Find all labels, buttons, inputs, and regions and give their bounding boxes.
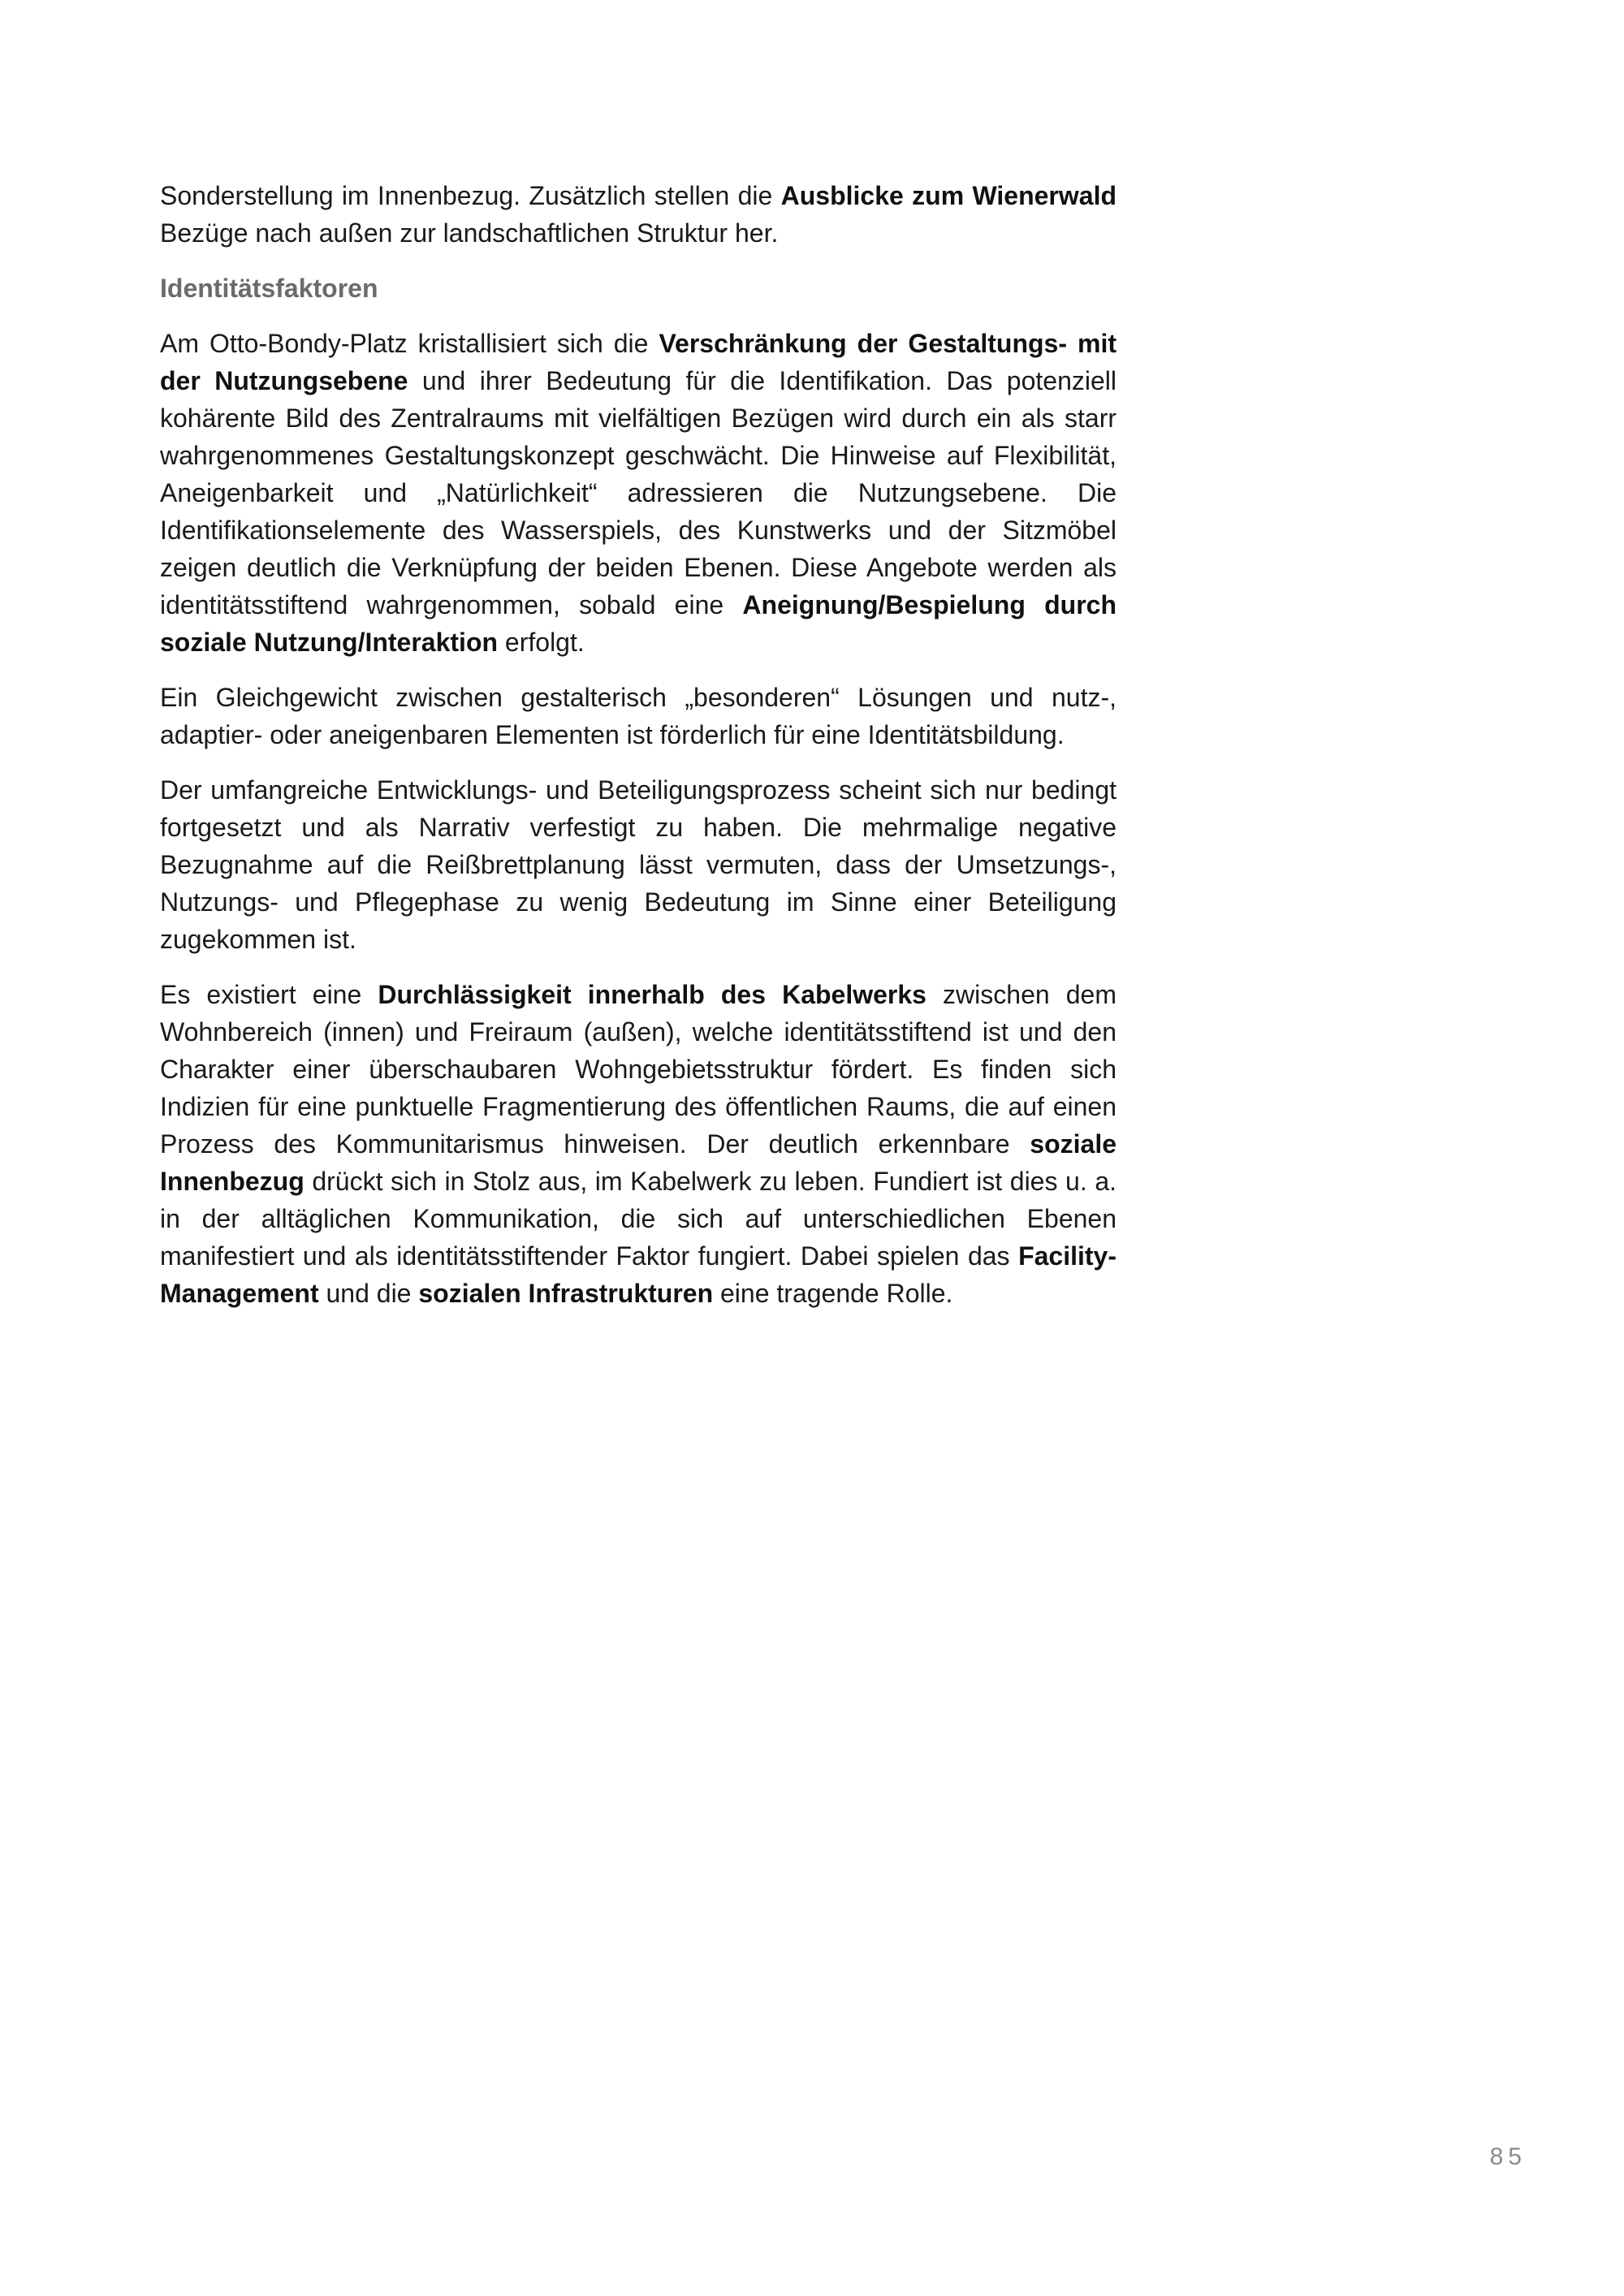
bold-text: soziale Innenbezug bbox=[160, 1129, 1116, 1196]
text-run: eine tragende Rolle. bbox=[713, 1279, 953, 1308]
text-run: erfolgt. bbox=[498, 628, 585, 657]
bold-text: Aneignung/Bespielung durch soziale Nutzung/Interaktion bbox=[160, 590, 1117, 657]
text-run: und die bbox=[318, 1279, 419, 1308]
text-run: und ihrer Bedeutung für die Identifikation. Das potenziell kohärente Bild des Zentralraums mit vielfältigen Bezügen wird durch ein als starr wahrgenommenes Gestaltungskonzept geschwächt. Die Hinweise auf Flexibilität, Aneigenbarkeit und „Natürlichkeit“ adressieren die Nutzungsebene. Die Identifikationselemente des Wasserspiels, des Kunstwerks und der Sitzmöbel zeigen deutlich die Verknüpfung der beiden Ebenen. Diese Angebote werden als identitätsstiftend wahrgenommen, sobald eine bbox=[160, 366, 1117, 619]
paragraph-otto-bondy-platz bbox=[160, 325, 1116, 661]
bold-text: Facility-Management bbox=[160, 1241, 1116, 1308]
section-heading-identitaetsfaktoren: Identitätsfaktoren bbox=[160, 274, 378, 303]
text-run: Ein Gleichgewicht zwischen gestalterisch „besonderen“ Lösungen und nutz-, adaptier- oder aneigenbaren Elementen ist förderlich für eine Identitätsbildung. bbox=[160, 683, 1116, 749]
bold-text: Ausblicke zum Wienerwald bbox=[780, 181, 1117, 210]
text-run: drückt sich in Stolz aus, im Kabelwerk zu leben. Fundiert ist dies u. a. in der alltäglichen Kommunikation, die sich auf unterschiedlichen Ebenen manifestiert und als identitätsstiftender Faktor fungiert. Dabei spielen das bbox=[160, 1167, 1116, 1271]
page-content bbox=[160, 177, 1116, 1330]
bold-text: Verschränkung der Gestaltungs- mit der Nutzungsebene bbox=[160, 329, 1117, 395]
page-number: 85 bbox=[1489, 2143, 1527, 2170]
text-run: Sonderstellung im Innenbezug. Zusätzlich stellen die bbox=[160, 181, 781, 210]
bold-text: Durchlässigkeit innerhalb des Kabelwerks bbox=[378, 980, 926, 1009]
paragraph-ausblicke bbox=[160, 177, 1116, 252]
paragraph-durchlaessigkeit bbox=[160, 976, 1116, 1312]
text-run: Der umfangreiche Entwicklungs- und Beteiligungsprozess scheint sich nur bedingt fortgesetzt und als Narrativ verfestigt zu haben. Die mehrmalige negative Bezugnahme auf die Reißbrettplanung lässt vermuten, dass der Umsetzungs-, Nutzungs- und Pflegephase zu wenig Bedeutung im Sinne einer Beteiligung zugekommen ist. bbox=[160, 775, 1116, 954]
paragraph-gleichgewicht bbox=[160, 679, 1116, 753]
text-run: Am Otto-Bondy-Platz kristallisiert sich die bbox=[160, 329, 659, 358]
text-run: zwischen dem Wohnbereich (innen) und Freiraum (außen), welche identitätsstiftend ist und den Charakter einer überschaubaren Wohngebietsstruktur fördert. Es finden sich Indizien für eine punktuelle Fragmentierung des öffentlichen Raums, die auf einen Prozess des Kommunitarismus hinweisen. Der deutlich erkennbare bbox=[160, 980, 1117, 1159]
paragraph-beteiligungsprozess bbox=[160, 771, 1116, 958]
bold-text: sozialen Infrastrukturen bbox=[418, 1279, 714, 1308]
text-run: Es existiert eine bbox=[160, 980, 378, 1009]
text-run: Bezüge nach außen zur landschaftlichen Struktur her. bbox=[160, 218, 779, 248]
